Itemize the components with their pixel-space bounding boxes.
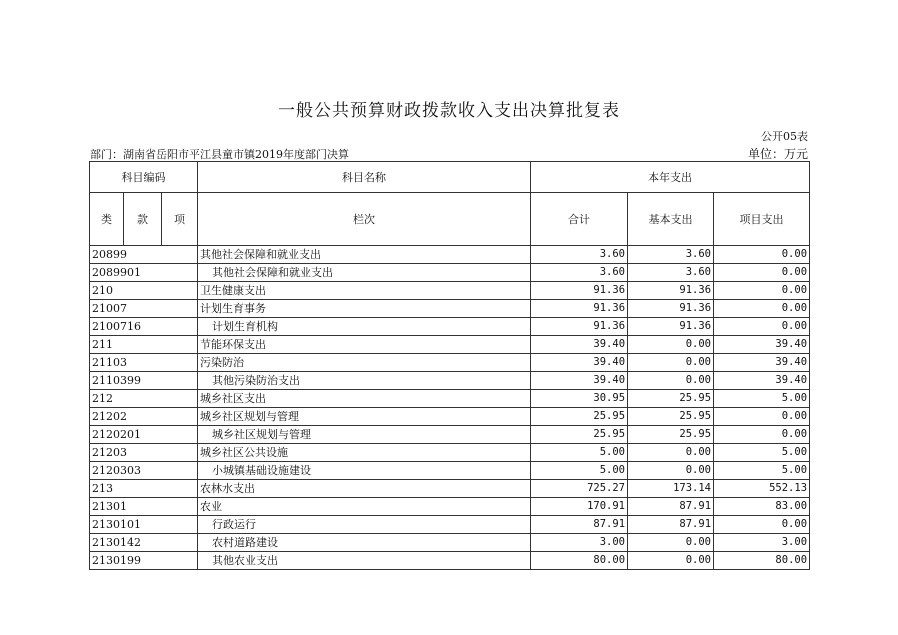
total-cell: 3.00: [531, 534, 628, 552]
table-row: [90, 516, 810, 534]
subject-code-cell: 211: [90, 336, 198, 354]
total-cell: 3.60: [531, 264, 628, 282]
total-cell: 91.36: [531, 318, 628, 336]
subject-name-text: 卫生健康支出: [200, 284, 267, 297]
current-year-header: 本年支出: [531, 162, 810, 193]
lei-header: 类: [90, 193, 124, 246]
table-row: [90, 336, 810, 354]
project-cell: 39.40: [714, 336, 810, 354]
total-cell: 91.36: [531, 300, 628, 318]
table-row: [90, 426, 810, 444]
subject-code-cell: 2089901: [90, 264, 198, 282]
table-row: [90, 354, 810, 372]
total-cell: 5.00: [531, 462, 628, 480]
table-row: [90, 300, 810, 318]
subject-name-text: 计划生育事务: [200, 302, 267, 315]
project-cell: 0.00: [714, 282, 810, 300]
basic-cell: 87.91: [628, 516, 714, 534]
basic-cell: 87.91: [628, 498, 714, 516]
total-cell: 91.36: [531, 282, 628, 300]
header-row-2: [90, 193, 810, 246]
table-row: [90, 390, 810, 408]
unit-label: 单位：万元: [747, 147, 808, 161]
table-row: [90, 552, 810, 570]
total-cell: 30.95: [531, 390, 628, 408]
total-cell: 25.95: [531, 426, 628, 444]
subject-name-text: 污染防治: [200, 356, 245, 369]
table-row: [90, 372, 810, 390]
basic-cell: 0.00: [628, 444, 714, 462]
subject-code-header: 科目编码: [90, 162, 198, 193]
total-cell: 25.95: [531, 408, 628, 426]
subject-name-cell: [198, 336, 531, 354]
subject-name-cell: [198, 246, 531, 264]
subject-code-cell: 21301: [90, 498, 198, 516]
subject-name-text: 其他社会保障和就业支出: [212, 266, 334, 279]
xiang-header: 项: [162, 193, 198, 246]
subject-name-text: 城乡社区规划与管理: [212, 428, 312, 441]
subject-name-cell: [198, 318, 531, 336]
table-row: [90, 480, 810, 498]
total-cell: 39.40: [531, 336, 628, 354]
total-cell: 5.00: [531, 444, 628, 462]
subject-code-cell: 2130199: [90, 552, 198, 570]
project-cell: 0.00: [714, 264, 810, 282]
basic-cell: 173.14: [628, 480, 714, 498]
table-code-label: 公开05表: [761, 130, 808, 143]
project-cell: 0.00: [714, 408, 810, 426]
subject-code-cell: 213: [90, 480, 198, 498]
lanci-header: 栏次: [198, 193, 531, 246]
basic-cell: 0.00: [628, 354, 714, 372]
project-cell: 5.00: [714, 462, 810, 480]
subject-name-text: 城乡社区规划与管理: [200, 410, 300, 423]
kuan-header: 款: [124, 193, 162, 246]
basic-cell: 25.95: [628, 390, 714, 408]
project-cell: 3.00: [714, 534, 810, 552]
total-cell: 170.91: [531, 498, 628, 516]
project-header: 项目支出: [714, 193, 810, 246]
table-row: [90, 318, 810, 336]
subject-name-cell: [198, 264, 531, 282]
basic-cell: 0.00: [628, 462, 714, 480]
subject-name-cell: [198, 444, 531, 462]
subject-name-cell: [198, 282, 531, 300]
basic-cell: 0.00: [628, 534, 714, 552]
basic-cell: 0.00: [628, 372, 714, 390]
department-label: 部门：湖南省岳阳市平江县童市镇2019年度部门决算: [90, 148, 349, 161]
table-row: [90, 498, 810, 516]
budget-table: [89, 161, 810, 570]
basic-cell: 25.95: [628, 408, 714, 426]
project-cell: 0.00: [714, 516, 810, 534]
subject-name-cell: [198, 354, 531, 372]
subject-code-cell: 2120303: [90, 462, 198, 480]
total-cell: 3.60: [531, 246, 628, 264]
subject-code-cell: 2110399: [90, 372, 198, 390]
subject-name-text: 节能环保支出: [200, 338, 267, 351]
subject-code-cell: 21007: [90, 300, 198, 318]
subject-code-cell: 2130101: [90, 516, 198, 534]
subject-name-cell: [198, 300, 531, 318]
subject-name-header: 科目名称: [198, 162, 531, 193]
subject-name-text: 农业: [200, 500, 223, 513]
subject-name-text: 其他社会保障和就业支出: [200, 248, 322, 261]
project-cell: 0.00: [714, 246, 810, 264]
subject-name-cell: [198, 498, 531, 516]
subject-code-cell: 2120201: [90, 426, 198, 444]
table-row: [90, 534, 810, 552]
basic-cell: 0.00: [628, 552, 714, 570]
subject-name-cell: [198, 534, 531, 552]
subject-name-text: 城乡社区支出: [200, 392, 267, 405]
project-cell: 5.00: [714, 444, 810, 462]
subject-name-text: 行政运行: [212, 518, 257, 531]
subject-code-cell: 20899: [90, 246, 198, 264]
table-row: [90, 264, 810, 282]
total-cell: 87.91: [531, 516, 628, 534]
total-cell: 39.40: [531, 354, 628, 372]
subject-name-cell: [198, 462, 531, 480]
project-cell: 0.00: [714, 426, 810, 444]
project-cell: 552.13: [714, 480, 810, 498]
total-cell: 80.00: [531, 552, 628, 570]
subject-name-text: 城乡社区公共设施: [200, 446, 289, 459]
subject-name-cell: [198, 552, 531, 570]
table-row: [90, 462, 810, 480]
basic-cell: 0.00: [628, 336, 714, 354]
project-cell: 5.00: [714, 390, 810, 408]
subject-code-cell: 21103: [90, 354, 198, 372]
subject-name-cell: [198, 390, 531, 408]
project-cell: 0.00: [714, 300, 810, 318]
subject-code-cell: 2100716: [90, 318, 198, 336]
project-cell: 80.00: [714, 552, 810, 570]
subject-code-cell: 210: [90, 282, 198, 300]
subject-code-cell: 2130142: [90, 534, 198, 552]
subject-name-text: 小城镇基础设施建设: [212, 464, 312, 477]
project-cell: 83.00: [714, 498, 810, 516]
project-cell: 0.00: [714, 318, 810, 336]
basic-header: 基本支出: [628, 193, 714, 246]
subject-name-text: 农林水支出: [200, 482, 256, 495]
basic-cell: 25.95: [628, 426, 714, 444]
subject-name-cell: [198, 516, 531, 534]
header-row-1: [90, 162, 810, 193]
basic-cell: 91.36: [628, 318, 714, 336]
table-row: [90, 246, 810, 264]
subject-name-cell: [198, 408, 531, 426]
table-row: [90, 282, 810, 300]
subject-name-text: 计划生育机构: [212, 320, 279, 333]
subject-name-text: 农村道路建设: [212, 536, 279, 549]
subject-name-cell: [198, 480, 531, 498]
total-cell: 39.40: [531, 372, 628, 390]
basic-cell: 91.36: [628, 282, 714, 300]
basic-cell: 3.60: [628, 246, 714, 264]
subject-code-cell: 21203: [90, 444, 198, 462]
subject-name-cell: [198, 426, 531, 444]
project-cell: 39.40: [714, 372, 810, 390]
subject-name-cell: [198, 372, 531, 390]
subject-code-cell: 212: [90, 390, 198, 408]
page-title: 一般公共预算财政拨款收入支出决算批复表: [278, 101, 620, 121]
total-header: 合计: [531, 193, 628, 246]
table-row: [90, 408, 810, 426]
basic-cell: 91.36: [628, 300, 714, 318]
subject-name-text: 其他污染防治支出: [212, 374, 301, 387]
basic-cell: 3.60: [628, 264, 714, 282]
subject-name-text: 其他农业支出: [212, 554, 279, 567]
project-cell: 39.40: [714, 354, 810, 372]
total-cell: 725.27: [531, 480, 628, 498]
table-body: [90, 246, 810, 570]
subject-code-cell: 21202: [90, 408, 198, 426]
table-row: [90, 444, 810, 462]
